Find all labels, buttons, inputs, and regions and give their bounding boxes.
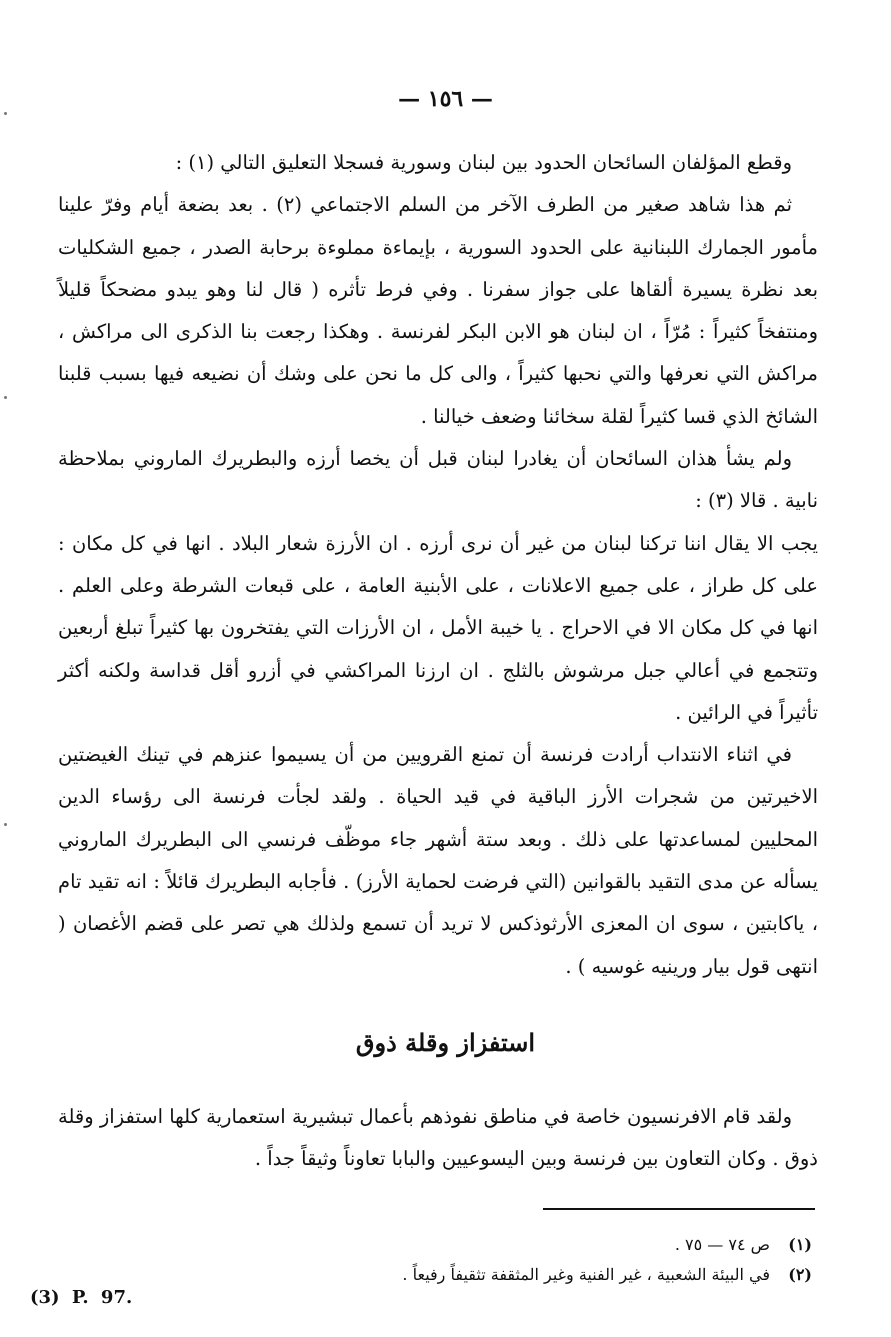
footnote-divider	[543, 1208, 815, 1210]
margin-speck	[4, 396, 7, 399]
paragraph-3: ولم يشأ هذان السائحان أن يغادرا لبنان قبل أن يخصا أرزه والبطريرك الماروني بملاحظة نابية . قالا (٣) :	[58, 447, 818, 513]
page-number: — ١٥٦ —	[398, 86, 493, 112]
latin-footnote: (3) P. 97.	[30, 1287, 133, 1308]
footnote-2-text: في البيئة الشعبية ، غير الفنية وغير المثقفة تثقيفاً رفيعاً .	[402, 1265, 770, 1284]
section-paragraph-text: ولقد قام الافرنسيون خاصة في مناطق نفوذهم بأعمال تبشيرية استعمارية كلها استفزاز وقلة ذوق . وكان التعاون بين فرنسة وبين اليسوعيين والبابا تعاوناً وثيقاً جداً .	[58, 1105, 818, 1170]
paragraph-2: ثم هذا شاهد صغير من الطرف الآخر من السلم الاجتماعي (٢) . بعد بضعة أيام وفرّ علينا مأمور الجمارك اللبنانية على الحدود السورية ، بإيماءة مملوءة برحابة الصدر ، جميع الشكليات بعد نظرة يسيرة ألقاها على جواز سفرنا . وفي فرط تأثره ( قال لنا وهو يبدو مضحكاً قليلاً ومنتفخاً كثيراً : مُرّاً ، ان لبنان هو الابن البكر لفرنسة . وهكذا رجعت بنا الذكرى الى مراكش ، مراكش التي نعرفها والتي نحبها كثيراً ، والى كل ما نحن على وشك أن نضيعه فيها بسبب قلبنا الشائخ الذي قسا كثيراً لقلة سخائنا وضعف خيالنا .	[58, 193, 818, 428]
footnote-1	[300, 1230, 812, 1260]
footnotes	[300, 1230, 812, 1290]
section-paragraph	[58, 1096, 818, 1180]
footnote-2-mark: (٢)	[788, 1265, 812, 1284]
margin-speck	[4, 112, 7, 115]
margin-speck	[4, 823, 7, 826]
main-text-body	[58, 142, 818, 988]
paragraph-1: وقطع المؤلفان السائحان الحدود بين لبنان وسورية فسجلا التعليق التالي (١) :	[175, 151, 792, 174]
footnote-1-text: ص ٧٤ — ٧٥ .	[674, 1235, 770, 1254]
footnote-1-mark: (١)	[788, 1235, 812, 1254]
footnote-2	[300, 1260, 812, 1290]
paragraph-5: في اثناء الانتداب أرادت فرنسة أن تمنع القرويين من أن يسيموا عنزهم في تينك الغيضتين الاخيرتين من شجرات الأرز الباقية في قيد الحياة . ولقد لجأت فرنسة الى رؤساء الدين المحليين لمساعدتها على ذلك . وبعد ستة أشهر جاء موظّف فرنسي الى البطريرك الماروني يسأله عن مدى التقيد بالقوانين (التي فرضت لحماية الأرز) . فأجابه البطريرك قائلاً : انه تقيد تام ، ياكابتين ، سوى ان المعزى الأرثوذكس لا تريد أن تسمع ولذلك هي تصر على قضم الأغصان ( انتهى قول بيار ورينيه غوسيه ) .	[58, 743, 818, 978]
section-heading: استفزاز وقلة ذوق	[355, 1028, 536, 1057]
paragraph-4-quote: يجب الا يقال اننا تركنا لبنان من غير أن نرى أرزه . ان الأرزة شعار البلاد . انها في كل مكان : على كل طراز ، على جميع الاعلانات ، على الأبنية العامة ، على قبعات الشرطة وعلى العلم . انها في كل مكان الا في الاحراج . يا خيبة الأمل ، ان الأرزات التي يفتخرون بها كثيراً تبلغ أربعين وتتجمع في أعالي جبل مرشوش بالثلج . ان ارزنا المراكشي في أزرو أقل قداسة ولكنه أكثر تأثيراً في الرائين .	[58, 531, 818, 724]
